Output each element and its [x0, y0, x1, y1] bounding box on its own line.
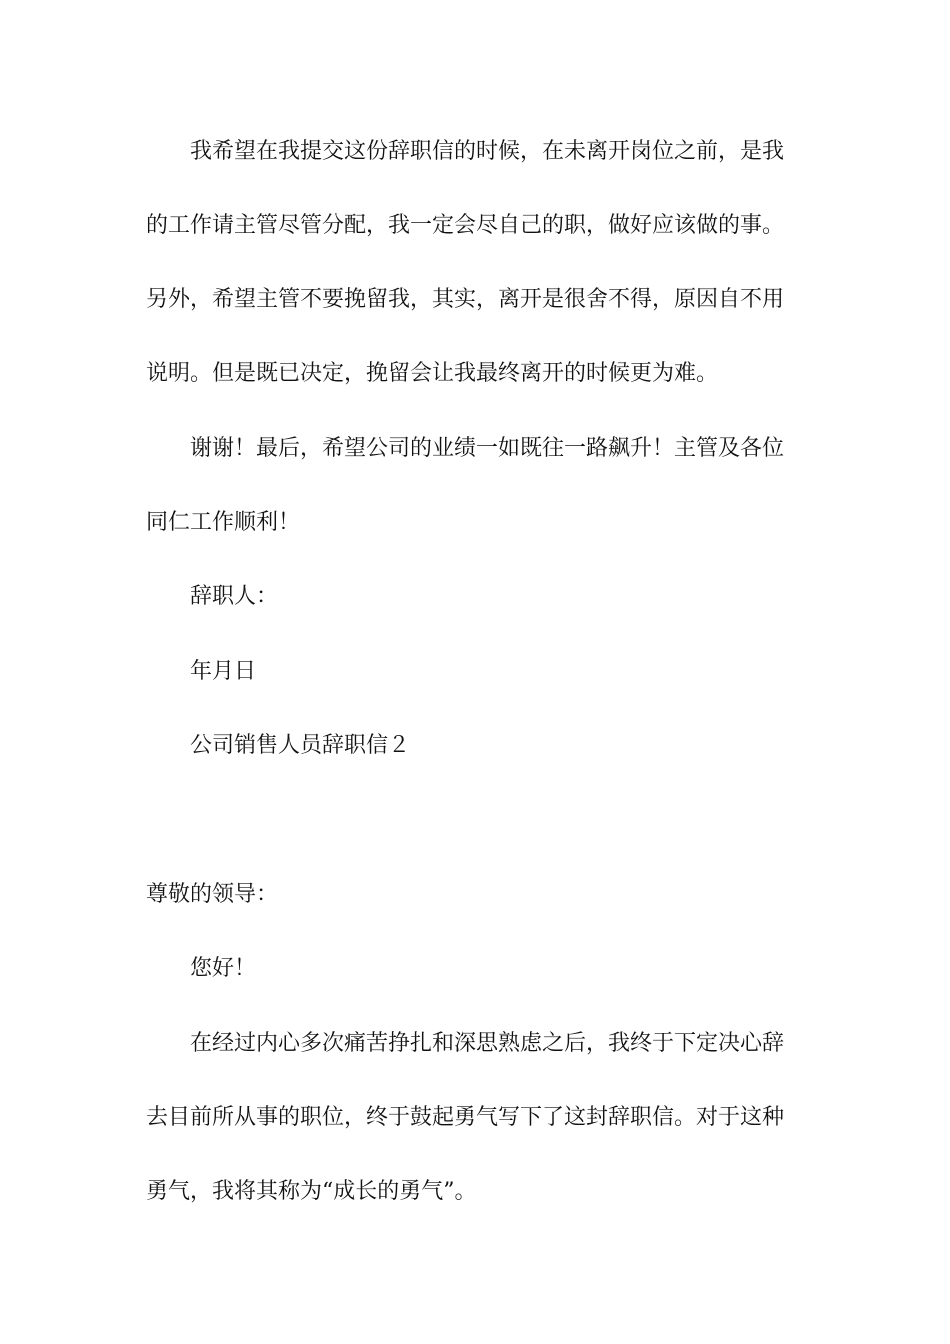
greeting: 您好！ — [190, 956, 257, 981]
salutation: 尊敬的领导： — [146, 882, 279, 907]
paragraph-line: 去目前所从事的职位，终于鼓起勇气写下了这封辞职信。对于这种 — [146, 1105, 785, 1130]
paragraph-line: 说明。但是既已决定，挽留会让我最终离开的时候更为难。 — [146, 361, 719, 386]
section-title: 公司销售人员辞职信２ — [190, 733, 411, 758]
paragraph-line: 另外，希望主管不要挽留我，其实，离开是很舍不得，原因自不用 — [146, 287, 785, 312]
signature-label: 辞职人： — [190, 584, 279, 609]
paragraph-line: 勇气，我将其称为“成长的勇气”。 — [146, 1179, 477, 1204]
paragraph-line: 同仁工作顺利！ — [146, 510, 301, 535]
paragraph-line: 在经过内心多次痛苦挣扎和深思熟虑之后，我终于下定决心辞 — [190, 1031, 785, 1056]
date-line: 年月日 — [190, 659, 257, 684]
paragraph-line: 我希望在我提交这份辞职信的时候，在未离开岗位之前，是我 — [190, 139, 785, 164]
paragraph-line: 的工作请主管尽管分配，我一定会尽自己的职，做好应该做的事。 — [146, 213, 785, 238]
paragraph-line: 谢谢！最后，希望公司的业绩一如既往一路飙升！主管及各位 — [190, 436, 785, 461]
